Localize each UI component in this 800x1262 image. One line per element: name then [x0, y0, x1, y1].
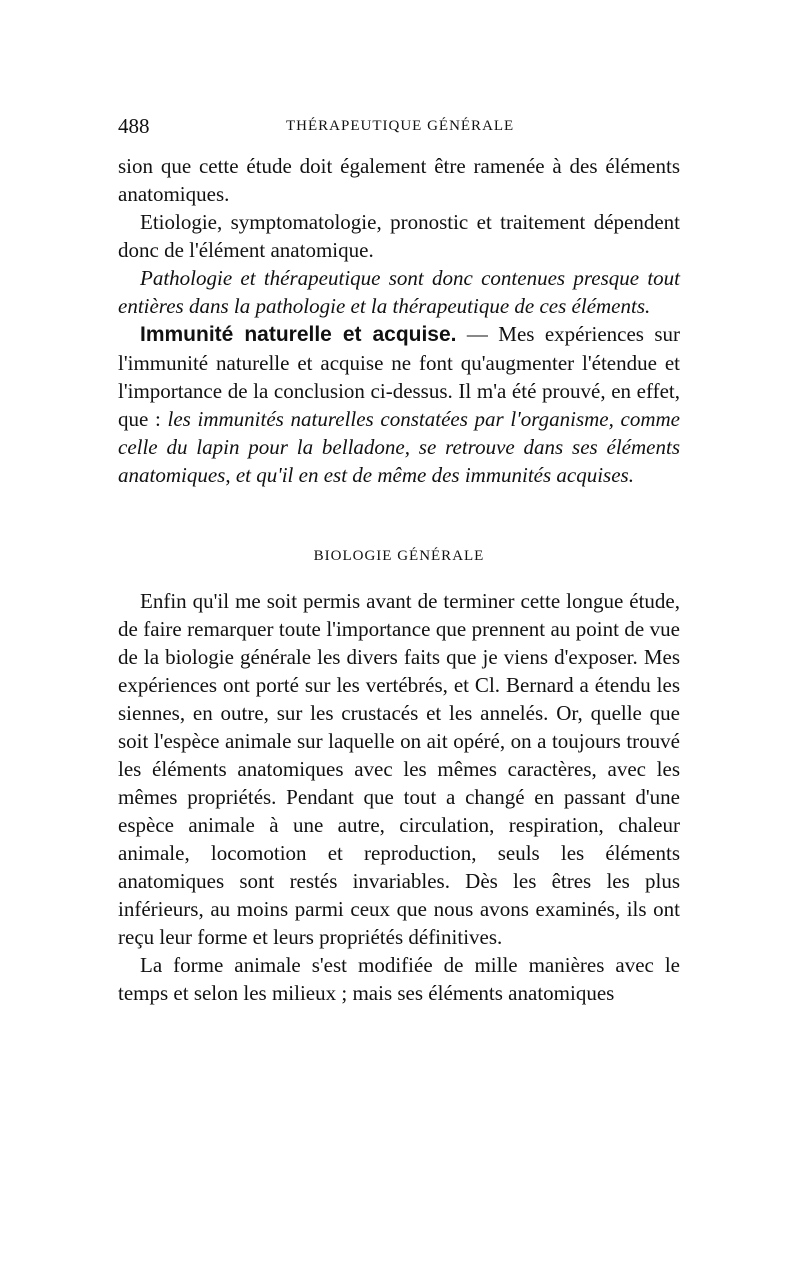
paragraph-4-italic-2: et qu'il en est de même des immunités acquises. [235, 463, 634, 487]
paragraph-4 [118, 320, 680, 489]
paragraph-4-lead: Immunité naturelle et acquise. [140, 323, 457, 346]
page-header [118, 114, 680, 144]
section-gap [118, 489, 680, 543]
body-text [118, 152, 680, 1007]
paragraph-4-italic-1: les immunités naturelles constatées par l'organisme, comme celle du lapin pour la belladone, se retrouve dans ses éléments anatomiques [118, 407, 681, 487]
paragraph-4-mid: , [225, 463, 236, 487]
paragraph-5: Enfin qu'il me soit permis avant de terminer cette longue étude, de faire remarquer toute l'importance que prennent au point de vue de la biologie générale les divers faits que je viens d'exposer. Mes expériences ont porté sur les vertébrés, et Cl. Bernard a étendu les siennes, en outre, sur les crustacés et les annelés. Or, quelle que soit l'espèce animale sur laquelle on ait opéré, on a toujours trouvé les éléments anatomiques avec les mêmes caractères, avec les mêmes propriétés. Pendant que tout a changé en passant d'une espèce animale à une autre, circulation, respiration, chaleur animale, locomotion et reproduction, seuls les éléments anatomiques sont restés invariables. Dès les êtres les plus inférieurs, au moins parmi ceux que nous avons examinés, ils ont reçu leur forme et leurs propriétés définitives. [118, 589, 680, 949]
section-title: BIOLOGIE GÉNÉRALE [313, 548, 485, 564]
paragraph-3: Pathologie et thérapeutique sont donc contenues presque tout entières dans la pathologie et la thérapeutique de ces éléments. [118, 266, 680, 318]
paragraph-2: Etiologie, symptomatologie, pronostic et traitement dépendent donc de l'élément anatomique. [118, 210, 680, 262]
page-number: 488 [118, 114, 150, 138]
paragraph-6: La forme animale s'est modifiée de mille manières avec le temps et selon les milieux ; mais ses éléments anatomiques [118, 953, 680, 1005]
running-title: THÉRAPEUTIQUE GÉNÉRALE [286, 118, 515, 134]
paragraph-1: sion que cette étude doit également être ramenée à des éléments anatomiques. [118, 154, 680, 206]
section-title-gap [118, 569, 680, 587]
paragraph-4-text: — Mes expériences sur l'immunité naturelle et acquise ne font qu'augmenter l'étendue et l'importance de la conclusion ci-dessus. Il m'a été prouvé, en effet, que : [118, 322, 681, 431]
